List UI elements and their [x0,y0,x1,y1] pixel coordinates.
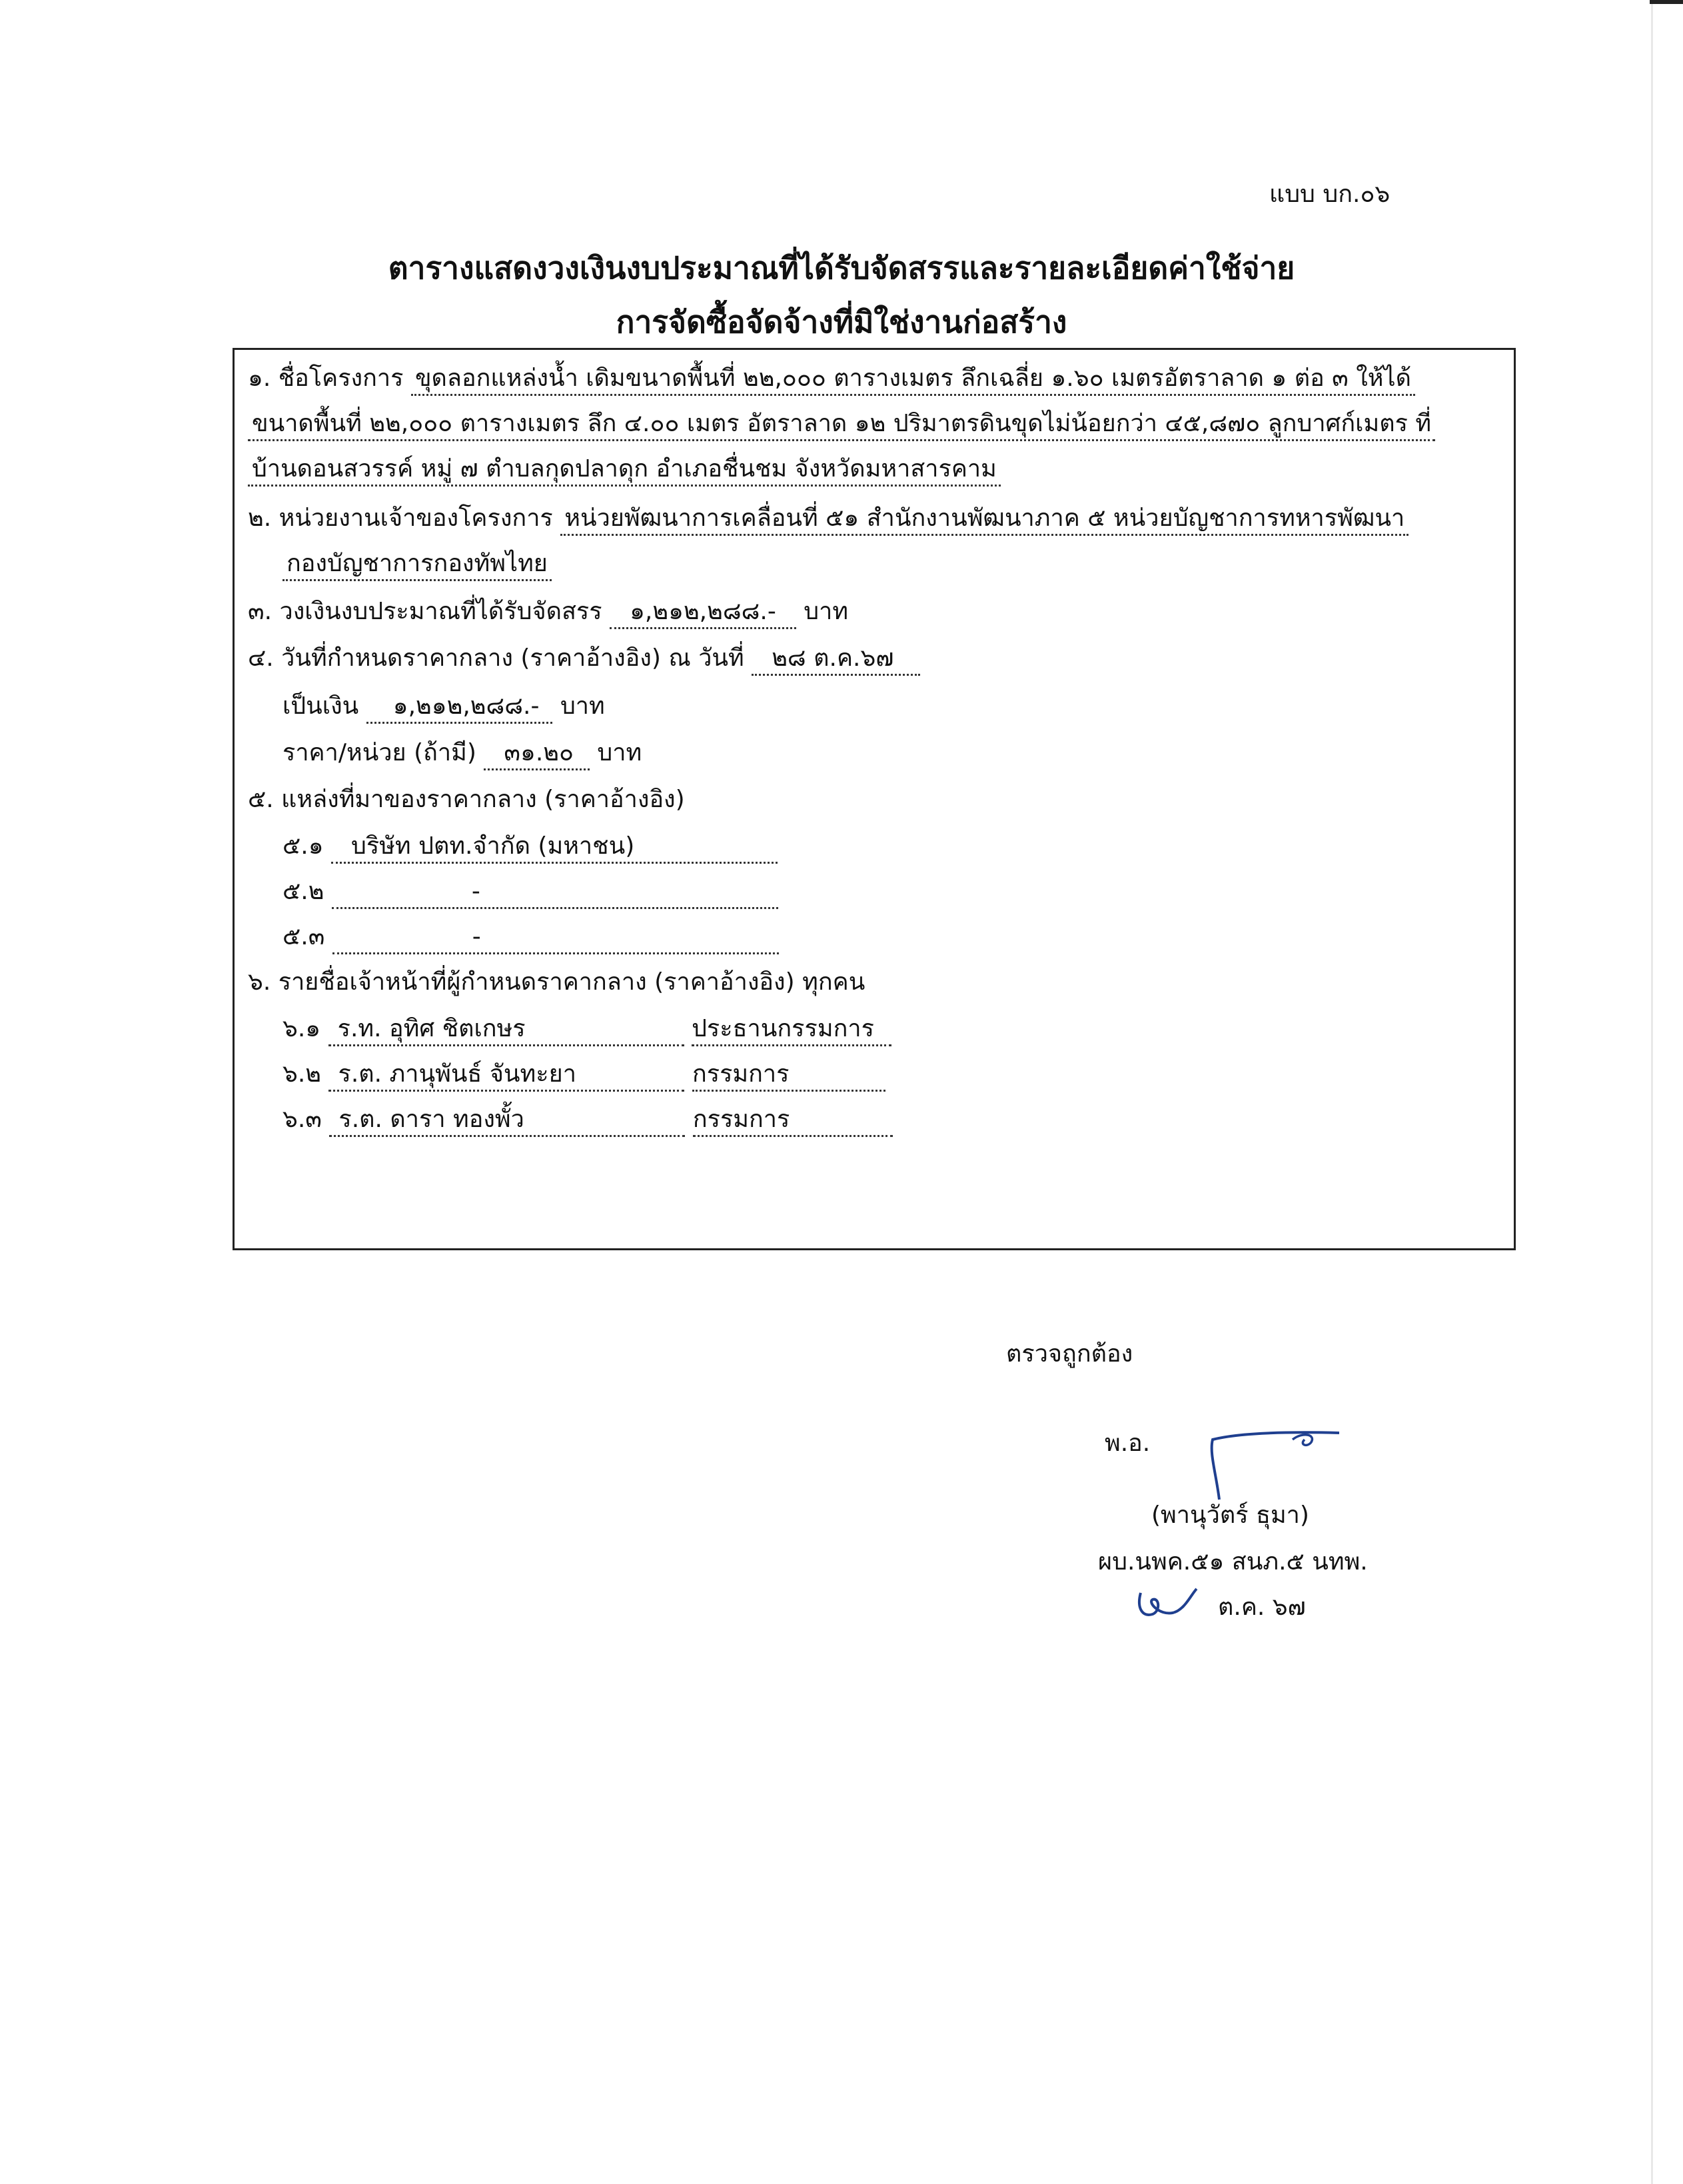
item2-row1 [248,503,1408,536]
item4-amount-label: เป็นเงิน [282,692,359,720]
item5-row [248,784,685,815]
item1-row1 [248,363,1415,396]
item3-unit: บาท [804,598,849,625]
item1-label: ๑. ชื่อโครงการ [248,365,404,392]
item4-row1 [248,643,920,676]
item2-row2 [282,548,552,581]
item1-project-line3: บ้านดอนสวรรค์ หมู่ ๗ ตำบลกุดปลาดุก อำเภอชื่นชม จังหวัดมหาสารคาม [248,454,1001,487]
source-name: - [332,876,778,909]
item6-label: ๖. รายชื่อเจ้าหน้าที่ผู้กำหนดราคากลาง (ราคาอ้างอิง) ทุกคน [248,968,865,996]
item4-amount: ๑,๒๑๒,๒๘๘.- [366,691,553,724]
source-no: ๕.๒ [282,878,324,905]
item3-budget-value: ๑,๒๑๒,๒๘๘.- [610,596,796,629]
item5-label: ๕. แหล่งที่มาของราคากลาง (ราคาอ้างอิง) [248,786,685,813]
handwritten-day-number [1133,1581,1206,1628]
member-role: ประธานกรรมการ [692,1014,891,1046]
item2-agency-line2: กองบัญชาการกองทัพไทย [282,548,552,581]
document-subtitle: การจัดซื้อจัดจ้างที่มิใช่งานก่อสร้าง [616,304,1067,340]
item6-row [248,967,865,998]
item3-label: ๓. วงเงินงบประมาณที่ได้รับจัดสรร [248,598,602,625]
item1-project-line1: ขุดลอกแหล่งน้ำ เดิมขนาดพื้นที่ ๒๒,๐๐๐ ตารางเมตร ลึกเฉลี่ย ๑.๖๐ เมตรอัตราลาด ๑ ต่อ ๓ ให้ได้ [411,363,1415,396]
member-name: ร.ต. ดารา ทองพั้ว [329,1104,685,1137]
source-no: ๕.๑ [282,832,324,860]
item1-row2 [248,409,1435,441]
item1-project-line2: ขนาดพื้นที่ ๒๒,๐๐๐ ตารางเมตร ลึก ๔.๐๐ เมตร อัตราลาด ๑๒ ปริมาตรดินขุดไม่น้อยกว่า ๔๕,๘๗๐ ลูกบาศก์เมตร ที่ [248,409,1435,441]
verify-heading: ตรวจถูกต้อง [1006,1340,1133,1368]
item1-row3 [248,454,1001,487]
member-role: กรรมการ [692,1059,885,1092]
item4-unit-price-label: ราคา/หน่วย (ถ้ามี) [282,739,476,766]
item4-row3 [282,738,642,770]
member-row-2 [282,1059,885,1092]
member-row-1 [282,1014,891,1046]
source-no: ๕.๓ [282,923,325,950]
item3-row [248,596,848,629]
member-name: ร.ท. อุทิศ ชิตเกษร [328,1014,684,1046]
form-code: แบบ บก.๐๖ [1269,181,1391,208]
source-name: บริษัท ปตท.จำกัด (มหาชน) [331,831,778,864]
item4-amount-unit: บาท [560,692,605,720]
signer-position: ผบ.นพค.๕๑ สนภ.๕ นทพ. [1098,1548,1368,1576]
member-row-3 [282,1104,893,1137]
document-title: ตารางแสดงวงเงินงบประมาณที่ได้รับจัดสรรและรายละเอียดค่าใช้จ่าย [388,250,1295,286]
scan-corner-mark [1650,0,1683,4]
signed-date-suffix: ต.ค. ๖๗ [1218,1594,1306,1621]
member-role: กรรมการ [693,1104,893,1137]
scan-edge-shadow [1651,0,1653,2184]
item4-unit-price-unit: บาท [597,739,642,766]
signer-name: (พานุวัตร์ ธุมา) [1151,1502,1309,1529]
member-no: ๖.๑ [282,1015,321,1042]
item2-agency-line1: หน่วยพัฒนาการเคลื่อนที่ ๕๑ สำนักงานพัฒนาภาค ๕ หน่วยบัญชาการทหารพัฒนา [560,503,1408,536]
item4-row2 [282,691,605,724]
source-name: - [332,922,779,954]
source-row-3 [282,922,779,954]
item4-label: ๔. วันที่กำหนดราคากลาง (ราคาอ้างอิง) ณ วันที่ [248,644,744,672]
item4-date: ๒๘ ต.ค.๖๗ [752,643,920,676]
item2-label: ๒. หน่วยงานเจ้าของโครงการ [248,505,553,532]
member-no: ๖.๓ [282,1106,322,1133]
item4-unit-price: ๓๑.๒๐ [484,738,590,770]
signer-rank: พ.อ. [1105,1430,1151,1457]
source-row-2 [282,876,778,909]
details-table [233,348,1516,1250]
member-name: ร.ต. ภานุพันธ์ จันทะยา [328,1059,684,1092]
source-row-1 [282,831,778,864]
member-no: ๖.๒ [282,1060,322,1088]
handwritten-signature [1193,1420,1353,1506]
